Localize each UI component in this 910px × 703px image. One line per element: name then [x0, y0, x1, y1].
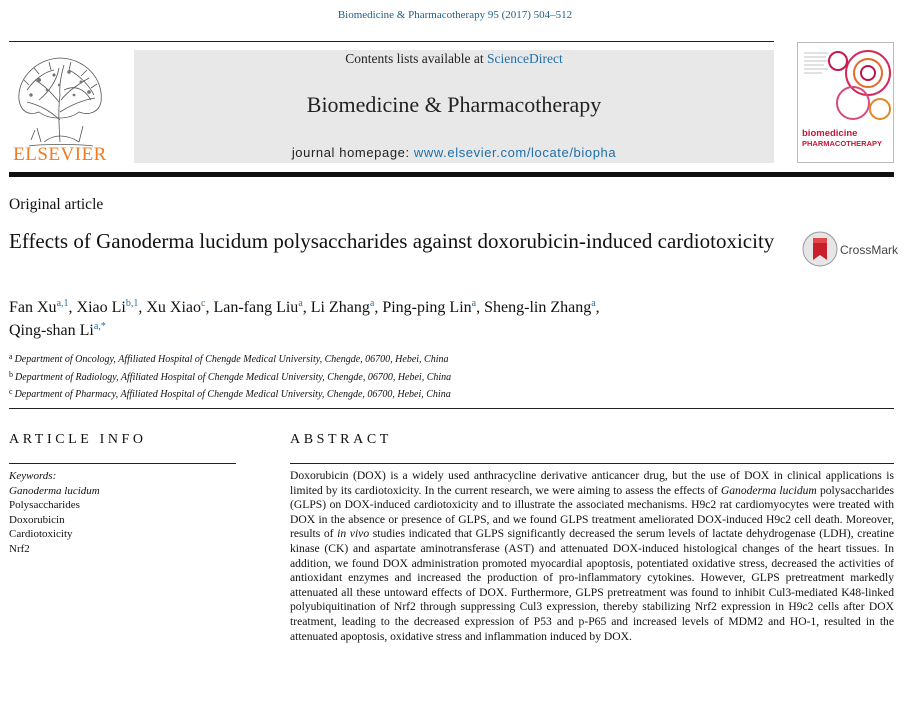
cover-title: [802, 129, 882, 149]
keyword-item[interactable]: Polysaccharides: [9, 499, 80, 511]
abstract-text: Doxorubicin (DOX) is a widely used anthracycline derivative anticancer drug, but the use of DOX in clinical applications is limited by its cardiotoxicity. In the current research, we were aiming to assess the effects of Ganoderma lucidum polysaccharides (GLPS) on DOX-induced cardiotoxicity and to illustrate the associated mechanisms. H9c2 rat cardiomyocytes were treated with DOX in the absence or presence of GLPS, and we found GLPS treatment ameliorated DOX-induced H9c2 cell death. Moreover, results of in vivo studies indicated that GLPS significantly decreased the serum levels of lactate dehydrogenase (LDH), creatine kinase (CK) and aspartate aminotransferase (AST) and attenuated DOX-induced histological changes of the heart tissues. In addition, we found DOX administration promoted myocardial apoptosis, potentiated oxidative stress, decreased the activities of antioxidant enzymes and increased the production of pro-inflammatory cytokines. However, GLPS pretreatment markedly attenuated all these untoward effects of DOX. Furthermore, GLPS pretreatment was found to inhibit Cul3-mediated K48-linked polyubiquitination of Nrf2 through suppressing Cul3 expression, thereby stabilizing Nrf2 expression in H9c2 cells after DOX treatment, leading to the decreased expression of P53 and p-P65 and increased levels of MDM2 and HO-1, resulted in the attenuated apoptosis, oxidative stress and inflammation induced by DOX.: [290, 469, 894, 643]
section-rule: [9, 408, 894, 409]
author-name[interactable]: Qing-shan Li: [9, 322, 94, 339]
keywords-block: [9, 469, 100, 556]
author-name[interactable]: Xiao Li: [76, 299, 126, 316]
keyword-item[interactable]: Ganoderma lucidum: [9, 484, 100, 497]
homepage-line: [134, 145, 774, 160]
article-info-heading: ARTICLE INFO: [9, 432, 147, 447]
affiliation-mark: b: [9, 369, 13, 379]
keyword-item[interactable]: Doxorubicin: [9, 513, 65, 526]
affiliation-list: [9, 350, 451, 403]
keyword-item[interactable]: Nrf2: [9, 542, 30, 555]
abstract-heading: ABSTRACT: [290, 432, 392, 447]
journal-reference[interactable]: Biomedicine & Pharmacotherapy 95 (2017) 504–512: [337, 9, 573, 21]
author-affiliation-mark[interactable]: a: [369, 298, 375, 309]
header-thick-rule: [9, 172, 894, 177]
affiliation-text: Department of Pharmacy, Affiliated Hospital of Chengde Medical University, Chengde, 06700, Hebei, China: [14, 389, 451, 400]
header-top-rule: [9, 41, 774, 42]
author-name[interactable]: Ping-ping Lin: [382, 299, 472, 316]
author-affiliation-mark[interactable]: c: [201, 298, 206, 309]
cover-title-sub: PHARMACOTHERAPY: [802, 139, 883, 148]
abstract-rule: [290, 463, 894, 464]
contents-line: [134, 51, 774, 67]
article-info-rule: [9, 463, 236, 464]
author-list: Fan Xu$^{a,1}$, Xiao Li$^{b,1}$, Xu Xiao$^c$, Lan-fang Liu$^a$, Li Zhang$^a$, Ping-ping Lin$^a$, Sheng-lin Zhang$^a$, Qing-shan $Li^{a,*}$: [9, 298, 600, 339]
author-name[interactable]: Li Zhang: [310, 299, 370, 316]
cover-title-main: biomedicine: [802, 128, 858, 139]
journal-cover-thumbnail[interactable]: [797, 42, 894, 163]
author-affiliation-mark[interactable]: a,1: [56, 298, 69, 309]
author-affiliation-mark[interactable]: a: [471, 298, 477, 309]
author-name[interactable]: Fan Xu: [9, 299, 57, 316]
keyword-item[interactable]: Cardiotoxicity: [9, 528, 73, 540]
crossmark-label[interactable]: CrossMark: [840, 243, 899, 257]
affiliation-row: [9, 368, 451, 386]
affiliation-text: Department of Oncology, Affiliated Hospital of Chengde Medical University, Chengde, 06700, Hebei, China: [14, 354, 449, 365]
contents-prefix: Contents lists available at: [345, 51, 487, 66]
affiliation-row: [9, 385, 451, 403]
author-affiliation-mark[interactable]: a: [298, 298, 303, 309]
cover-artwork-icon: [798, 43, 894, 129]
sciencedirect-link[interactable]: ScienceDirect: [487, 51, 563, 66]
homepage-prefix: journal homepage:: [291, 145, 414, 160]
author-name[interactable]: Sheng-lin Zhang: [484, 299, 592, 316]
author-affiliation-mark[interactable]: b,1: [125, 298, 139, 309]
author-name[interactable]: Xu Xiao: [146, 299, 201, 316]
author-affiliation-mark[interactable]: a: [591, 298, 596, 309]
author-affiliation-mark[interactable]: a,*: [93, 321, 106, 332]
affiliation-mark: a: [9, 352, 13, 361]
homepage-link[interactable]: www.elsevier.com/locate/biopha: [413, 145, 617, 160]
affiliation-text: Department of Radiology, Affiliated Hospital of Chengde Medical University, Chengde, 06700, Hebei, China: [15, 371, 452, 383]
affiliation-mark: c: [9, 387, 13, 396]
article-title: Effects of Ganoderma lucidum polysaccharides against doxorubicin-induced cardiotoxicity: [9, 229, 775, 253]
journal-banner: [134, 50, 774, 163]
affiliation-row: [9, 350, 451, 368]
article-type: Original article: [9, 196, 104, 213]
journal-title[interactable]: Biomedicine & Pharmacotherapy: [306, 92, 602, 117]
elsevier-wordmark[interactable]: ELSEVIER: [13, 144, 107, 165]
keywords-label: Keywords:: [9, 470, 57, 482]
author-name[interactable]: Lan-fang Liu: [213, 299, 299, 316]
